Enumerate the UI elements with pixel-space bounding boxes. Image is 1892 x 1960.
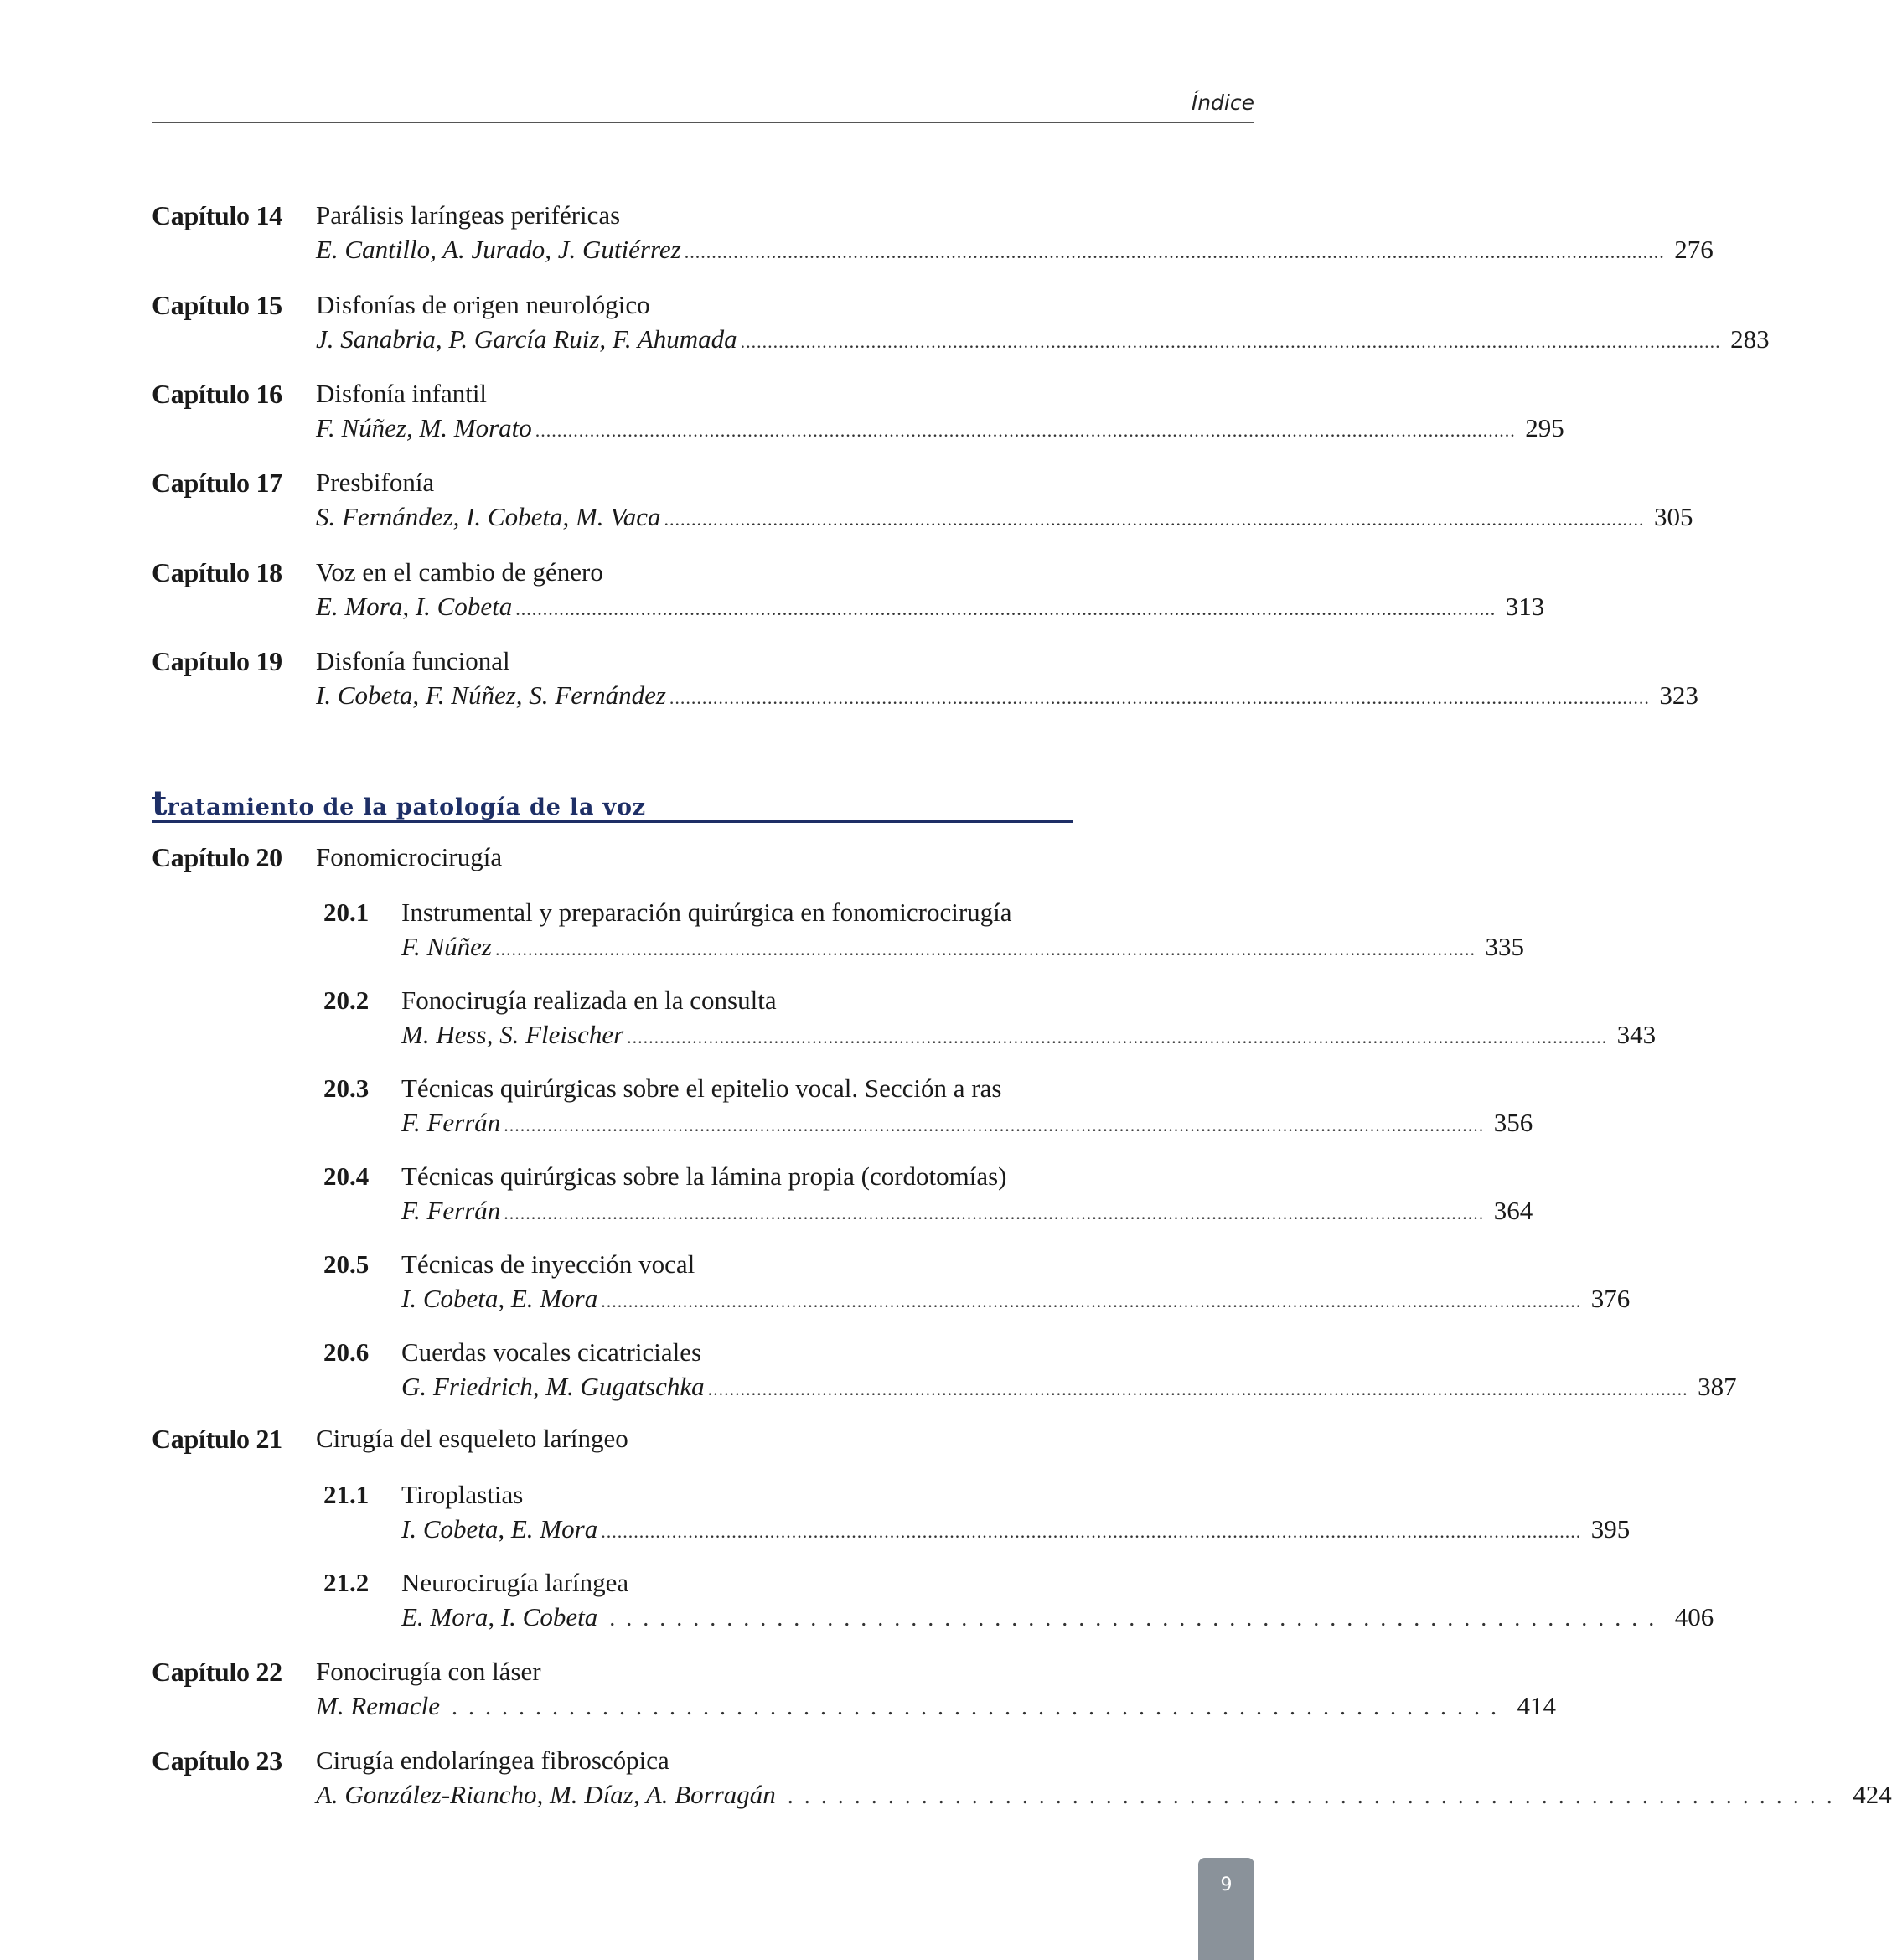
chapter-title: Disfonía funcional [316,646,510,675]
dot-leader: .................................................................................................................................................................................... [664,509,1645,530]
section-heading [152,783,646,823]
subchapter-entry-line[interactable] [401,1371,1737,1405]
subchapter-entry-line[interactable] [401,1107,1533,1141]
subchapter-entry-line[interactable] [401,1601,1714,1635]
subchapter-authors: M. Hess, S. Fleischer [401,1020,624,1049]
chapter-authors: J. Sanabria, P. García Ruiz, F. Ahumada [316,324,737,354]
subchapter-number: 20.5 [323,1249,370,1279]
chapter-authors: S. Fernández, I. Cobeta, M. Vaca [316,502,661,531]
chapter-label: Capítulo 20 [152,842,282,872]
page-number-ref: 364 [1493,1196,1533,1225]
subchapter-entry-line[interactable] [401,931,1524,965]
section-rule [152,820,1073,823]
page-number-ref: 276 [1674,235,1714,264]
header-rule [152,122,1254,123]
page-number-ref: 283 [1730,324,1770,354]
chapter-label: Capítulo 22 [152,1657,282,1687]
subchapter-entry-line[interactable] [401,1283,1631,1317]
subchapter-authors: I. Cobeta, E. Mora [401,1284,598,1313]
chapter-title: Fonocirugía con láser [316,1657,541,1686]
dot-leader: . . . . . . . . . . . . . . . . . . . . . . . . . . . . . . . . . . . . . . . . . . . . . . . . . . . . . . . . . . . . . . . [452,1694,1500,1720]
chapter-title: Cirugía endolaríngea fibroscópica [316,1745,669,1775]
subchapter-title: Neurocirugía laríngea [401,1568,629,1597]
subchapter-title: Fonocirugía realizada en la consulta [401,985,777,1015]
chapter-authors: A. González-Riancho, M. Díaz, A. Borragán [316,1780,776,1809]
chapter-label: Capítulo 14 [152,200,282,230]
dot-leader: .................................................................................................................................................................................... [504,1202,1485,1223]
subchapter-title: Técnicas de inyección vocal [401,1249,695,1279]
subchapter-entry-line[interactable] [401,1513,1631,1548]
chapter-title: Disfonía infantil [316,379,488,408]
section-heading-initial: t [152,783,168,823]
page-number-ref: 376 [1590,1284,1631,1313]
chapter-label: Capítulo 23 [152,1745,282,1776]
subchapter-entry-line[interactable] [401,1019,1657,1053]
page-number-ref: 356 [1493,1108,1533,1137]
subchapter-number: 20.1 [323,897,370,927]
chapter-authors: I. Cobeta, F. Núñez, S. Fernández [316,680,666,710]
dot-leader: .................................................................................................................................................................................... [669,687,1650,708]
page-number: 9 [1220,1875,1233,1895]
dot-leader: .................................................................................................................................................................................... [504,1114,1485,1135]
subchapter-authors: F. Ferrán [401,1196,501,1225]
subchapter-number: 20.3 [323,1073,370,1103]
chapter-title: Fonomicrocirugía [316,842,503,871]
dot-leader: .................................................................................................................................................................................... [627,1027,1608,1047]
page-number-ref: 414 [1517,1691,1557,1720]
chapter-entry-line[interactable] [316,412,1564,447]
dot-leader: .................................................................................................................................................................................... [601,1290,1582,1311]
chapter-entry-line[interactable] [316,234,1714,268]
chapter-label: Capítulo 15 [152,290,282,320]
chapter-label: Capítulo 16 [152,379,282,409]
chapter-label: Capítulo 21 [152,1424,282,1454]
subchapter-title: Instrumental y preparación quirúrgica en fonomicrocirugía [401,897,1012,927]
dot-leader: .................................................................................................................................................................................... [535,420,1516,441]
page-number-ref: 335 [1485,932,1524,961]
chapter-title: Parálisis laríngeas periféricas [316,200,621,230]
running-header-title: Índice [1191,91,1254,115]
chapter-title: Presbifonía [316,468,435,497]
subchapter-number: 20.4 [323,1161,370,1191]
subchapter-authors: G. Friedrich, M. Gugatschka [401,1372,705,1401]
page-number-tab [1198,1858,1254,1960]
dot-leader: .................................................................................................................................................................................... [601,1521,1582,1542]
chapter-entry-line[interactable] [316,1690,1557,1724]
page-number-ref: 323 [1659,680,1698,710]
chapter-label: Capítulo 17 [152,468,282,498]
chapter-entry-line[interactable] [316,680,1698,714]
chapter-authors: E. Mora, I. Cobeta [316,592,513,621]
subchapter-authors: F. Ferrán [401,1108,501,1137]
chapter-authors: M. Remacle [316,1691,441,1720]
dot-leader: . . . . . . . . . . . . . . . . . . . . . . . . . . . . . . . . . . . . . . . . . . . . . . . . . . . . . . . . . . . . . . . [609,1606,1657,1632]
subchapter-title: Técnicas quirúrgicas sobre el epitelio vocal. Sección a ras [401,1073,1002,1103]
subchapter-title: Tiroplastias [401,1480,524,1509]
dot-leader: .................................................................................................................................................................................... [494,939,1476,959]
subchapter-authors: E. Mora, I. Cobeta [401,1602,598,1632]
chapter-label: Capítulo 19 [152,646,282,676]
chapter-authors: F. Núñez, M. Morato [316,413,532,442]
page-number-ref: 424 [1853,1780,1892,1809]
subchapter-authors: I. Cobeta, E. Mora [401,1514,598,1544]
page-number-ref: 406 [1674,1602,1714,1632]
page-number-ref: 395 [1590,1514,1631,1544]
page-number-ref: 387 [1698,1372,1737,1401]
page-number-ref: 295 [1525,413,1564,442]
dot-leader: . . . . . . . . . . . . . . . . . . . . . . . . . . . . . . . . . . . . . . . . . . . . . . . . . . . . . . . . . . . . . . . [787,1783,1835,1809]
subchapter-entry-line[interactable] [401,1195,1533,1229]
dot-leader: .................................................................................................................................................................................... [740,331,1721,352]
chapter-entry-line[interactable] [316,501,1693,535]
dot-leader: .................................................................................................................................................................................... [684,241,1665,262]
page-number-ref: 313 [1505,592,1545,621]
chapter-entry-line[interactable] [316,323,1770,358]
chapter-title: Cirugía del esqueleto laríngeo [316,1424,628,1453]
subchapter-number: 20.2 [323,985,370,1015]
chapter-authors: E. Cantillo, A. Jurado, J. Gutiérrez [316,235,681,264]
subchapter-number: 20.6 [323,1337,370,1367]
dot-leader: .................................................................................................................................................................................... [515,598,1497,619]
section-heading-text: ratamiento de la patología de la voz [167,794,646,820]
page-number-ref: 305 [1654,502,1693,531]
chapter-label: Capítulo 18 [152,557,282,587]
subchapter-number: 21.2 [323,1568,370,1597]
subchapter-title: Cuerdas vocales cicatriciales [401,1337,702,1367]
subchapter-number: 21.1 [323,1480,370,1509]
subchapter-authors: F. Núñez [401,932,492,961]
dot-leader: .................................................................................................................................................................................... [707,1378,1688,1399]
chapter-title: Disfonías de origen neurológico [316,290,650,319]
page-number-ref: 343 [1616,1020,1657,1049]
chapter-entry-line[interactable] [316,591,1545,625]
chapter-entry-line[interactable] [316,1779,1892,1813]
chapter-title: Voz en el cambio de género [316,557,603,587]
subchapter-title: Técnicas quirúrgicas sobre la lámina propia (cordotomías) [401,1161,1007,1191]
